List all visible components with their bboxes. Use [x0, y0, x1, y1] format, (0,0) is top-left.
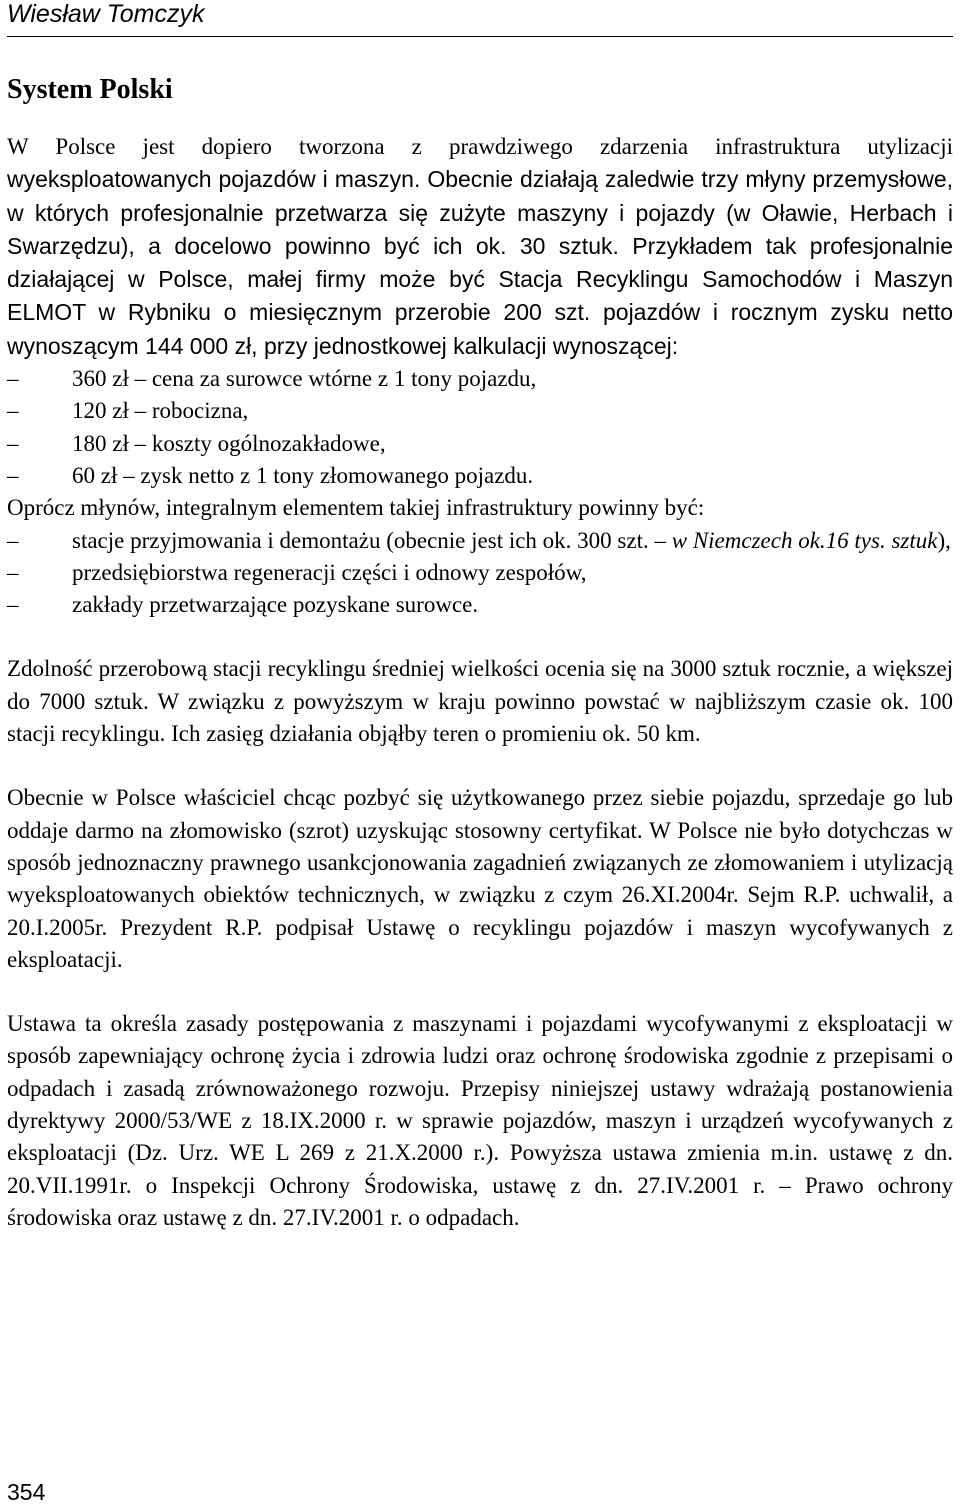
dash-marker: – — [7, 398, 19, 424]
paragraph-gap — [7, 976, 953, 1008]
cost-list — [7, 363, 953, 492]
cost-item-text: 360 zł – cena za surowce wtórne z 1 tony pojazdu, — [72, 366, 537, 392]
infrastructure-item-text: przedsiębiorstwa regeneracji części i odnowy zespołów, — [72, 559, 587, 585]
cost-item — [7, 395, 953, 427]
owner-paragraph: Obecnie w Polsce właściciel chcąc pozbyć się użytkowanego przez siebie pojazdu, sprzedaje go lub oddaje darmo na złomowisko (szrot) uzyskując stosowny certyfikat. W Polsce nie było dotychczas w sposób jednoznaczny prawnego usankcjonowania zagadnień związanych ze złomowaniem i utylizacją wyeksploatowanych obiektów technicznych, w związku z czym 26.XI.2004r. Sejm R.P. uchwalił, a 20.I.2005r. Prezydent R.P. podpisał Ustawę o recyklingu pojazdów i maszyn wycofywanych z eksploatacji. — [7, 785, 953, 972]
intro-sans-text: wyeksploatowanych pojazdów i maszyn. Obecnie działają zaledwie trzy młyny przemysłowe, w których profesjonalnie przetwarza się zużyte maszyny i pojazdy (w Oławie, Herbach i Swarzędzu), a docelowo powinno być ich ok. 30 sztuk. Przykładem tak profesjonalnie działającej w Polsce, małej firmy może być Stacja Recyklingu Samochodów i Maszyn ELMOT w Rybniku o miesięcznym przerobie 200 szt. pojazdów i rocznym zysku netto wynoszącym 144 000 zł, przy jednostkowej kalkulacji wynoszącej: — [7, 166, 953, 359]
page-header — [7, 0, 953, 37]
dash-marker: – — [7, 559, 19, 585]
section-title: System Polski — [7, 74, 173, 105]
dash-marker: – — [7, 430, 19, 456]
intro-paragraph — [7, 131, 953, 363]
infrastructure-list — [7, 525, 953, 622]
infrastructure-lead: Oprócz młynów, integralnym elementem takiej infrastruktury powinny być: — [7, 495, 705, 521]
capacity-paragraph: Zdolność przerobową stacji recyklingu średniej wielkości ocenia się na 3000 sztuk rocznie, a większej do 7000 sztuk. W związku z powyższym w kraju powinno powstać w najbliższym czasie ok. 100 stacji recyklingu. Ich zasięg działania objąłby teren o promieniu ok. 50 km. — [7, 656, 953, 747]
infrastructure-item-text: stacje przyjmowania i demontażu (obecnie jest ich ok. 300 szt. – — [72, 527, 666, 553]
infrastructure-item-end: ), — [937, 527, 951, 553]
law-paragraph: Ustawa ta określa zasady postępowania z maszynami i pojazdami wycofywanymi z eksploatacji w sposób zapewniający ochronę życia i zdrowia ludzi oraz ochronę środowiska zgodnie z przepisami o odpadach i zasadą zrównoważonego rozwoju. Przepisy niniejszej ustawy wdrażają postanowienia dyrektywy 2000/53/WE z 18.IX.2000 r. w sprawie pojazdów, maszyn i urządzeń wycofywanych z eksploatacji (Dz. Urz. WE L 269 z 21.X.2000 r.). Powyższa ustawa zmienia m.in. ustawę z dn. 20.VII.1991r. o Inspekcji Ochrony Środowiska, ustawę z dn. 27.IV.2001 r. – Prawo ochrony środowiska oraz ustawę z dn. 27.IV.2001 r. o odpadach. — [7, 1011, 953, 1230]
cost-item — [7, 428, 953, 460]
dash-marker: – — [7, 592, 19, 618]
dash-marker: – — [7, 366, 19, 392]
paragraph-gap — [7, 750, 953, 782]
dash-marker: – — [7, 462, 19, 488]
cost-item-text: 180 zł – koszty ogólnozakładowe, — [72, 430, 386, 456]
intro-serif-text: W Polsce jest dopiero tworzona z prawdziwego zdarzenia infrastruktura utylizacji — [7, 134, 953, 159]
dash-marker: – — [7, 527, 19, 553]
cost-item — [7, 363, 953, 395]
paragraph-gap — [7, 621, 953, 653]
infrastructure-item — [7, 525, 953, 557]
infrastructure-item — [7, 589, 953, 621]
header-author: Wiesław Tomczyk — [7, 0, 205, 28]
page-number: 354 — [7, 1479, 46, 1505]
page-content — [7, 70, 953, 1234]
infrastructure-item-text: zakłady przetwarzające pozyskane surowce. — [72, 592, 479, 618]
cost-item — [7, 460, 953, 492]
cost-item-text: 120 zł – robocizna, — [72, 398, 249, 424]
cost-item-text: 60 zł – zysk netto z 1 tony złomowanego pojazdu. — [72, 462, 534, 488]
infrastructure-item — [7, 557, 953, 589]
infrastructure-item-italic: w Niemczech ok.16 tys. sztuk — [671, 527, 938, 553]
